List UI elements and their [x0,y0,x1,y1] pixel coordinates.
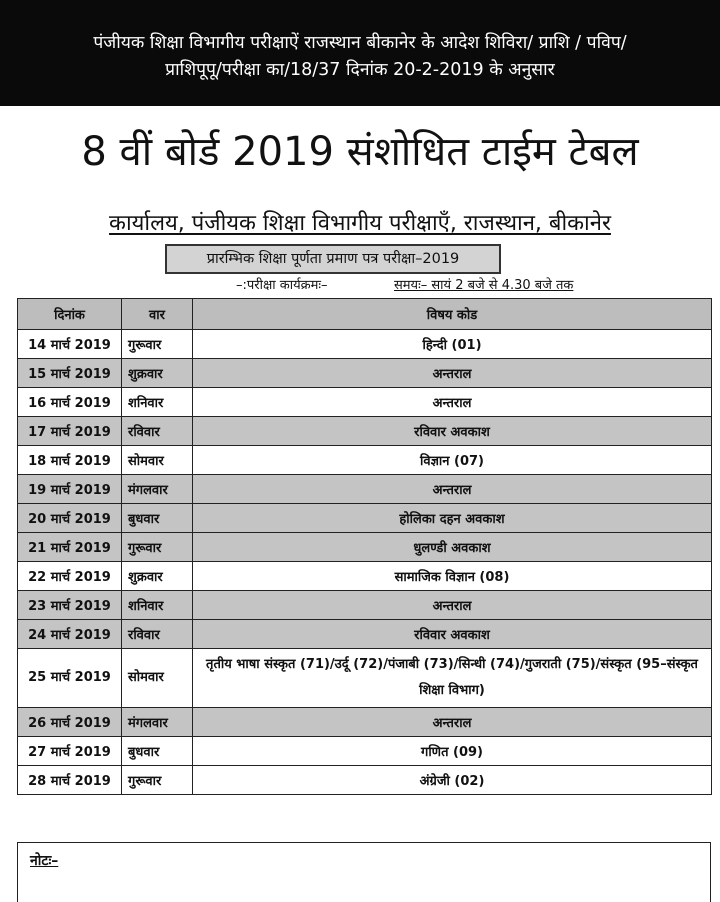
day-cell: शुक्रवार [122,562,193,591]
date-cell: 17 मार्च 2019 [18,417,122,446]
table-row [18,649,712,708]
table-row [18,388,712,417]
header-banner [0,0,720,106]
timetable-body [18,330,712,795]
header-line-2: प्राशिपूपू/परीक्षा का/18/37 दिनांक 20-2-2019 के अनुसार [165,60,555,80]
subject-cell: सामाजिक विज्ञान (08) [193,562,712,591]
date-cell: 18 मार्च 2019 [18,446,122,475]
table-row [18,417,712,446]
table-row [18,359,712,388]
office-heading [0,207,720,241]
table-row [18,708,712,737]
column-header-day: वार [122,299,193,330]
date-cell: 20 मार्च 2019 [18,504,122,533]
date-cell: 14 मार्च 2019 [18,330,122,359]
office-name: कार्यालय, पंजीयक शिक्षा विभागीय परीक्षाएँ, राजस्थान, बीकानेर [109,211,611,236]
day-cell: रविवार [122,417,193,446]
exam-timing: समयः– सायं 2 बजे से 4.30 बजे तक [394,278,574,293]
day-cell: शुक्रवार [122,359,193,388]
page-title: 8 वीं बोर्ड 2019 संशोधित टाईम टेबल [81,129,639,175]
subject-cell: धुलण्डी अवकाश [193,533,712,562]
day-cell: रविवार [122,620,193,649]
note-box [17,842,711,902]
subject-cell: अन्तराल [193,359,712,388]
subject-cell: रविवार अवकाश [193,620,712,649]
timetable [17,298,712,795]
table-row [18,766,712,795]
day-cell: बुधवार [122,737,193,766]
date-cell: 27 मार्च 2019 [18,737,122,766]
column-header-date: दिनांक [18,299,122,330]
date-cell: 15 मार्च 2019 [18,359,122,388]
subject-cell: होलिका दहन अवकाश [193,504,712,533]
day-cell: सोमवार [122,649,193,708]
day-cell: गुरूवार [122,766,193,795]
header-line-1: पंजीयक शिक्षा विभागीय परीक्षाऐं राजस्थान बीकानेर के आदेश शिविरा/ प्राशि / पविप/ [93,33,627,53]
subject-cell: हिन्दी (01) [193,330,712,359]
table-row [18,591,712,620]
table-header-row [18,299,712,330]
program-label: –:परीक्षा कार्यक्रमः– [236,278,328,293]
day-cell: गुरूवार [122,533,193,562]
date-cell: 22 मार्च 2019 [18,562,122,591]
date-cell: 21 मार्च 2019 [18,533,122,562]
date-cell: 26 मार्च 2019 [18,708,122,737]
day-cell: मंगलवार [122,475,193,504]
date-cell: 16 मार्च 2019 [18,388,122,417]
date-cell: 25 मार्च 2019 [18,649,122,708]
day-cell: बुधवार [122,504,193,533]
subject-cell: विज्ञान (07) [193,446,712,475]
subject-cell: तृतीय भाषा संस्कृत (71)/उर्दू (72)/पंजाबी (73)/सिन्धी (74)/गुजराती (75)/संस्कृत (95–संस्कृत शिक्षा विभाग) [193,649,712,708]
day-cell: मंगलवार [122,708,193,737]
subject-cell: अंग्रेजी (02) [193,766,712,795]
table-row [18,330,712,359]
subject-cell: अन्तराल [193,708,712,737]
table-row [18,562,712,591]
day-cell: गुरूवार [122,330,193,359]
note-label: नोटः– [30,853,59,869]
subject-cell: रविवार अवकाश [193,417,712,446]
table-row [18,737,712,766]
exam-name-box: प्रारम्भिक शिक्षा पूर्णता प्रमाण पत्र परीक्षा–2019 [165,244,501,274]
date-cell: 28 मार्च 2019 [18,766,122,795]
subject-cell: गणित (09) [193,737,712,766]
column-header-subject: विषय कोड [193,299,712,330]
date-cell: 24 मार्च 2019 [18,620,122,649]
subject-cell: अन्तराल [193,475,712,504]
subject-cell: अन्तराल [193,388,712,417]
date-cell: 19 मार्च 2019 [18,475,122,504]
table-row [18,533,712,562]
table-row [18,504,712,533]
day-cell: सोमवार [122,446,193,475]
day-cell: शनिवार [122,388,193,417]
table-row [18,475,712,504]
subject-cell: अन्तराल [193,591,712,620]
day-cell: शनिवार [122,591,193,620]
table-row [18,620,712,649]
table-row [18,446,712,475]
date-cell: 23 मार्च 2019 [18,591,122,620]
